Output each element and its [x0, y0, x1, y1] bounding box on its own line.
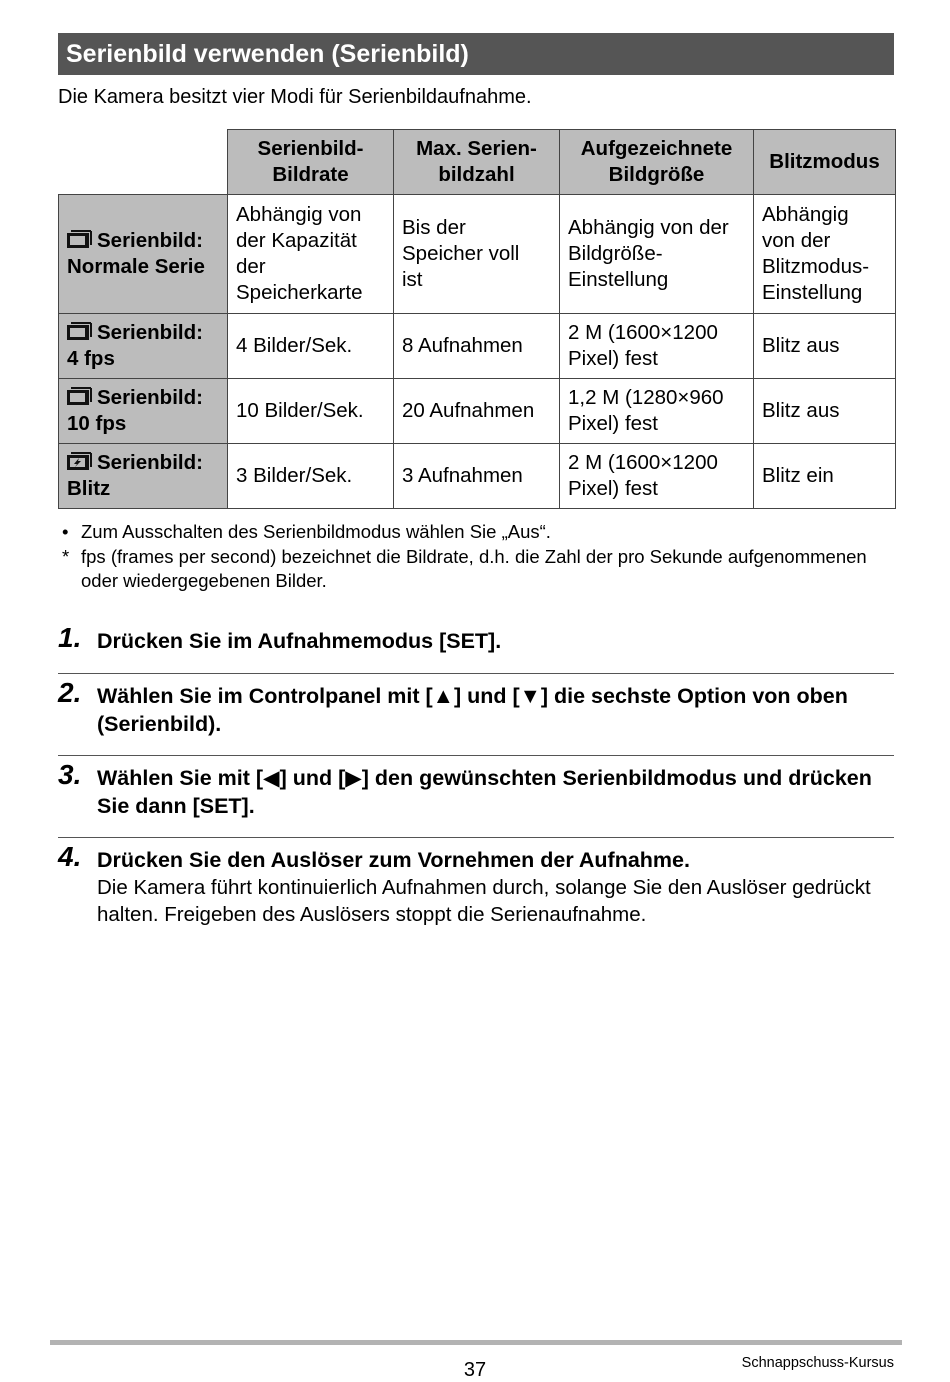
- burst-camera-icon: [67, 387, 93, 406]
- step-instruction: Drücken Sie den Auslöser zum Vornehmen der Aufnahme.: [97, 848, 690, 872]
- table-cell: 3 Aufnahmen: [394, 444, 560, 509]
- row-header: [59, 379, 228, 444]
- table-cell: Abhängig von der Bildgröße- Einstellung: [560, 195, 754, 314]
- table-corner-cell: [59, 130, 228, 195]
- table-row: [59, 444, 896, 509]
- burst-camera-icon: [67, 322, 93, 341]
- page-number: 37: [463, 1359, 487, 1381]
- step-instruction: Wählen Sie mit [◀] und [▶] den gewünschten Serienbildmodus und drücken Sie dann [SET].: [97, 766, 872, 818]
- table-cell: 2 M (1600×1200 Pixel) fest: [560, 314, 754, 379]
- table-row: [59, 379, 896, 444]
- table-cell: Blitz aus: [754, 379, 896, 444]
- row-label: Serienbild:: [97, 451, 203, 474]
- step-number: 1.: [58, 622, 82, 653]
- table-cell: Bis der Speicher voll ist: [394, 195, 560, 314]
- step-instruction: Drücken Sie im Aufnahmemodus [SET].: [97, 629, 502, 653]
- footer-divider: [50, 1340, 902, 1345]
- table-cell: Abhängig von der Kapazität der Speicherkarte: [228, 195, 394, 314]
- step-2: [58, 677, 894, 738]
- row-label: Serienbild:: [97, 321, 203, 344]
- table-cell: 20 Aufnahmen: [394, 379, 560, 444]
- row-label: Normale Serie: [67, 255, 205, 278]
- table-cell: 1,2 M (1280×960 Pixel) fest: [560, 379, 754, 444]
- note-item: [58, 520, 878, 545]
- bullet-mark: •: [62, 521, 69, 542]
- step-instruction: Wählen Sie im Controlpanel mit [▲] und [▼] die sechste Option von oben (Serienbild).: [97, 684, 848, 736]
- note-item: [58, 545, 878, 594]
- note-text: Zum Ausschalten des Serienbildmodus wählen Sie „Aus“.: [81, 521, 551, 542]
- row-label: Blitz: [67, 477, 111, 500]
- step-divider: [58, 755, 894, 756]
- column-header: Aufgezeichnete Bildgröße: [560, 130, 754, 195]
- burst-camera-icon: [67, 230, 93, 249]
- step-divider: [58, 837, 894, 838]
- row-label: Serienbild:: [97, 386, 203, 409]
- table-row: [59, 314, 896, 379]
- row-label: 10 fps: [67, 412, 127, 435]
- row-header: [59, 444, 228, 509]
- step-1: [58, 622, 894, 655]
- step-number: 2.: [58, 677, 82, 708]
- note-text: fps (frames per second) bezeichnet die Bildrate, d.h. die Zahl der pro Sekunde aufgenommenen oder wiedergegebenen Bilder.: [81, 545, 867, 591]
- burst-modes-table: [58, 129, 896, 509]
- table-cell: 2 M (1600×1200 Pixel) fest: [560, 444, 754, 509]
- step-description: Die Kamera führt kontinuierlich Aufnahmen durch, solange Sie den Auslöser gedrückt halten. Freigeben des Auslösers stoppt die Serienaufnahme.: [97, 876, 871, 926]
- table-cell: Blitz ein: [754, 444, 896, 509]
- step-3: [58, 759, 894, 820]
- step-divider: [58, 673, 894, 674]
- row-header: [59, 314, 228, 379]
- row-label: 4 fps: [67, 347, 115, 370]
- intro-text: Die Kamera besitzt vier Modi für Serienbildaufnahme.: [58, 86, 532, 108]
- step-4: [58, 841, 894, 928]
- notes-list: [58, 520, 878, 594]
- page-title: Serienbild verwenden (Serienbild): [58, 33, 894, 75]
- table-row: [59, 195, 896, 314]
- table-cell: 4 Bilder/Sek.: [228, 314, 394, 379]
- burst-flash-icon: [67, 452, 93, 471]
- column-header: Serienbild- Bildrate: [228, 130, 394, 195]
- step-number: 4.: [58, 841, 82, 872]
- table-cell: 8 Aufnahmen: [394, 314, 560, 379]
- table-cell: 10 Bilder/Sek.: [228, 379, 394, 444]
- row-header: [59, 195, 228, 314]
- column-header: Max. Serien- bildzahl: [394, 130, 560, 195]
- table-cell: Blitz aus: [754, 314, 896, 379]
- table-cell: Abhängig von der Blitzmodus- Einstellung: [754, 195, 896, 314]
- column-header: Blitzmodus: [754, 130, 896, 195]
- table-cell: 3 Bilder/Sek.: [228, 444, 394, 509]
- table-header-row: [59, 130, 896, 195]
- row-label: Serienbild:: [97, 229, 203, 252]
- step-number: 3.: [58, 759, 82, 790]
- section-name: Schnappschuss-Kursus: [741, 1355, 894, 1371]
- asterisk-mark: *: [62, 545, 70, 567]
